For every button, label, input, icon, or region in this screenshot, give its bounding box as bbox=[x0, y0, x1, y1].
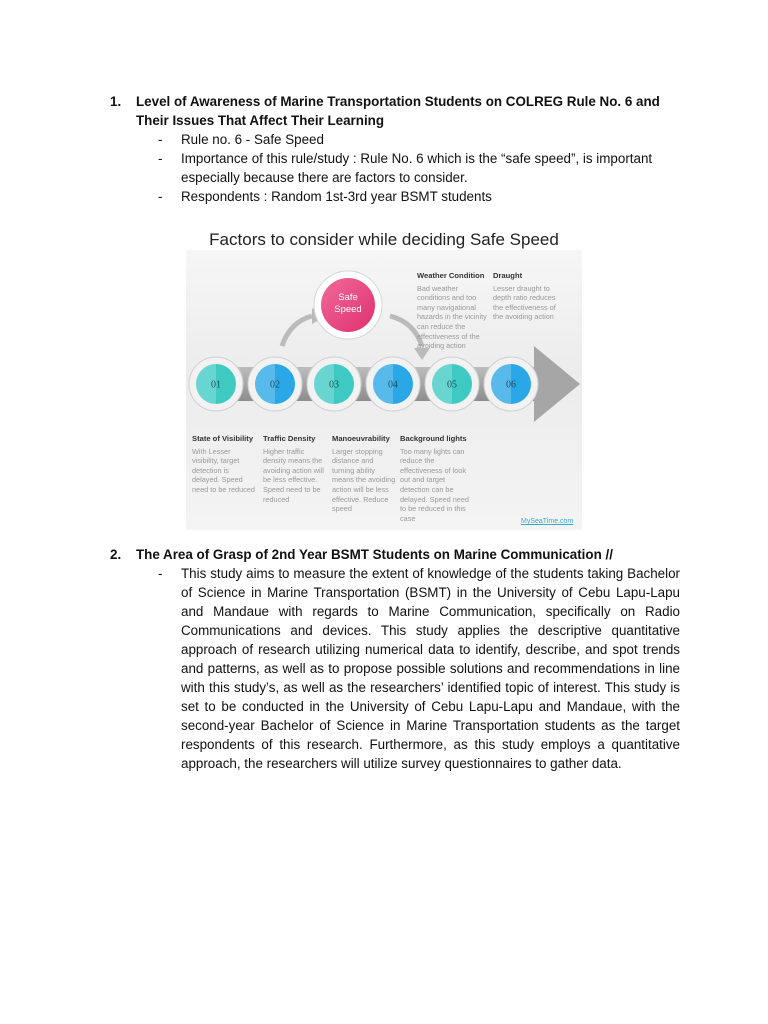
infographic-image bbox=[186, 250, 582, 530]
caption-text: Lesser draught to depth ratio reduces the effectiveness of the avoiding action bbox=[493, 283, 556, 322]
safe-speed-label-line2: Speed bbox=[334, 304, 362, 315]
caption-traffic bbox=[263, 434, 327, 504]
caption-heading: Manoeuvrability bbox=[332, 434, 390, 443]
section-1-title: Level of Awareness of Marine Transportation Students on COLREG Rule No. 6 and Their Issues That Affect Their Learning bbox=[136, 94, 660, 128]
step-number: 05 bbox=[447, 379, 457, 391]
caption-text: Higher traffic density means the avoiding action will be less effective. Speed need to be reduced bbox=[263, 446, 324, 504]
curved-arrow-left bbox=[282, 316, 312, 346]
caption-heading: Weather Condition bbox=[417, 271, 485, 280]
bullet-item: - Rule no. 6 - Safe Speed bbox=[158, 132, 324, 147]
section-2-number: 2. bbox=[110, 547, 122, 562]
caption-text: Bad weather conditions and too many navigational hazards in the vicinity can reduce the effectiveness of the avoiding action bbox=[417, 283, 487, 351]
section-2-bullets bbox=[110, 564, 680, 773]
caption-draught bbox=[493, 271, 559, 322]
step-circle bbox=[189, 357, 243, 411]
section-2-title: The Area of Grasp of 2nd Year BSMT Students on Marine Communication // bbox=[136, 547, 613, 562]
step-number: 02 bbox=[270, 379, 280, 391]
caption-text: Too many lights can reduce the effectiveness of look out and target detection can be delayed. Speed need to be reduced in this case bbox=[400, 446, 469, 523]
step-circle bbox=[248, 357, 302, 411]
caption-heading: Traffic Density bbox=[263, 434, 316, 443]
bullet-text: Importance of this rule/study : Rule No. 6 which is the “safe speed”, is important especially because there are factors to consider. bbox=[181, 151, 653, 185]
credit-link[interactable]: MySeaTime.com bbox=[521, 518, 574, 525]
bullet-item: - Respondents : Random 1st-3rd year BSMT students bbox=[158, 189, 492, 204]
section-2-heading bbox=[110, 545, 680, 564]
step-circle bbox=[307, 357, 361, 411]
caption-heading: Background lights bbox=[400, 434, 467, 443]
section-1-number: 1. bbox=[110, 94, 122, 109]
section-2 bbox=[110, 545, 680, 773]
section-1-heading bbox=[110, 92, 680, 130]
safe-speed-label-line1: Safe bbox=[338, 292, 358, 303]
caption-weather bbox=[417, 271, 489, 351]
step-circle bbox=[484, 357, 538, 411]
caption-heading: State of Visibility bbox=[192, 434, 254, 443]
step-number: 06 bbox=[506, 379, 516, 391]
bullet-text: Respondents : Random 1st-3rd year BSMT students bbox=[181, 189, 492, 204]
bullet-item: - Importance of this rule/study : Rule No. 6 which is the “safe speed”, is important especially because there are factors to consider. bbox=[158, 151, 653, 185]
step-number: 01 bbox=[211, 379, 221, 391]
caption-text: Larger stopping distance and turning ability means the avoiding action will be less effective. Reduce speed bbox=[332, 446, 396, 514]
caption-manoeuvrability bbox=[332, 434, 396, 514]
safe-speed-badge bbox=[314, 271, 382, 339]
section-2-paragraph: This study aims to measure the extent of knowledge of the students taking Bachelor of Science in Marine Transportation (BSMT) in the University of Cebu Lapu-Lapu and Mandaue with regards to Marine Communication, specifically on Radio Communications and devices. This study applies the descriptive quantitative approach of research utilizing numerical data to identify, describe, and spot trends and patterns, as well as to propose possible solutions and recommendations in line with this study’s, as well as the researchers’ identified topic of interest. This study is set to be conducted in the University of Cebu Lapu-Lapu and Mandaue, with the second-year Bachelor of Science in Marine Transportation students as the target respondents of this research. Furthermore, as this study employs a quantitative approach, the researchers will utilize survey questionnaires to gather data. bbox=[181, 566, 680, 771]
caption-text: With Lesser visibility, target detection is delayed. Speed need to be reduced bbox=[192, 446, 255, 494]
step-number: 04 bbox=[388, 379, 398, 391]
step-number: 03 bbox=[329, 379, 339, 391]
infographic-title: Factors to consider while deciding Safe Speed bbox=[209, 230, 559, 249]
step-circle bbox=[366, 357, 420, 411]
bullet-text: Rule no. 6 - Safe Speed bbox=[181, 132, 324, 147]
section-1 bbox=[110, 92, 680, 206]
bullet-item: - This study aims to measure the extent of knowledge of the students taking Bachelor of Science in Marine Transportation (BSMT) in the University of Cebu Lapu-Lapu and Mandaue with regards to Marine Communication, specifically on Radio Communications and devices. This study applies the descriptive quantitative approach of research utilizing numerical data to identify, describe, and spot trends and patterns, as well as to propose possible solutions and recommendations in line with this study’s, as well as the researchers’ identified topic of interest. This study is set to be conducted in the University of Cebu Lapu-Lapu and Mandaue, with the second-year Bachelor of Science in Marine Transportation students as the target respondents of this research. Furthermore, as this study employs a quantitative approach, the researchers will utilize survey questionnaires to gather data. bbox=[158, 566, 680, 771]
caption-visibility bbox=[192, 434, 258, 495]
caption-background-lights bbox=[400, 434, 472, 523]
section-1-bullets bbox=[110, 130, 680, 206]
step-circle bbox=[425, 357, 479, 411]
caption-heading: Draught bbox=[493, 271, 523, 280]
